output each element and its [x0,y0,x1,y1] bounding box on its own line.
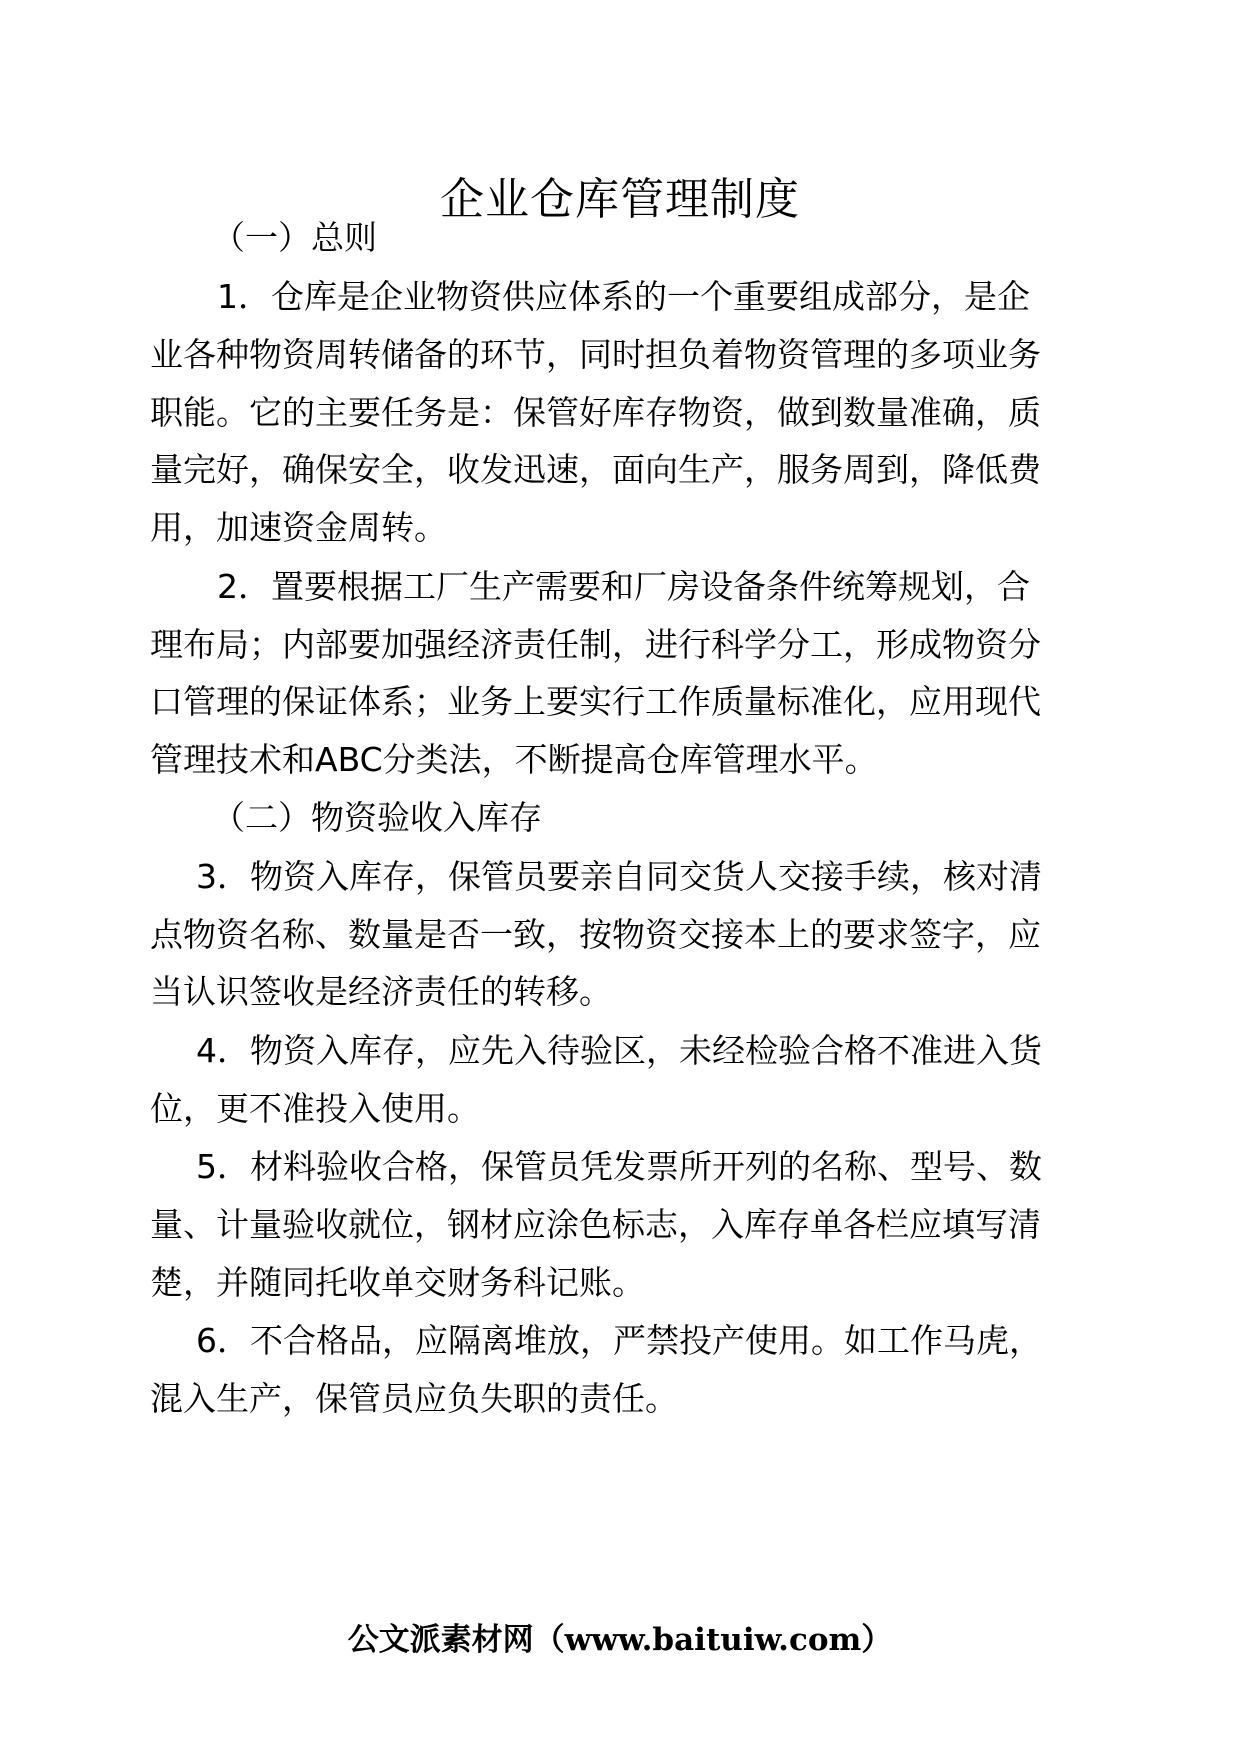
paragraph-line: 职能。它的主要任务是：保管好库存物资，做到数量准确，质 [150,393,1041,432]
paragraph-line: 管理技术和ABC分类法，不断提高仓库管理水平。 [150,740,878,779]
paragraph-line: 理布局；内部要加强经济责任制，进行科学分工，形成物资分 [150,625,1041,664]
paragraph-line: 位，更不准投入使用。 [150,1089,480,1128]
paragraph-line: 业各种物资周转储备的环节，同时担负着物资管理的多项业务 [150,335,1041,374]
document-title: 企业仓库管理制度 [440,174,800,225]
paragraph-line: 混入生产，保管员应负失职的责任。 [150,1379,678,1418]
footer-source: 公文派素材网（www.baituiw.com） [347,1622,893,1658]
paragraph-line: 量完好，确保安全，收发迅速，面向生产，服务周到，降低费 [150,450,1041,489]
paragraph-line: 量、计量验收就位，钢材应涂色标志，入库存单各栏应填写清 [150,1205,1041,1244]
paragraph-line: 当认识签收是经济责任的转移。 [150,972,612,1011]
paragraph-line: 5．材料验收合格，保管员凭发票所开列的名称、型号、数 [196,1147,1042,1186]
paragraph-line: 4．物资入库存，应先入待验区，未经检验合格不准进入货 [196,1031,1042,1070]
paragraph-line: 3．物资入库存，保管员要亲自同交货人交接手续，核对清 [196,857,1042,896]
section-heading-general: （一）总则 [212,218,377,257]
paragraph-line: 口管理的保证体系；业务上要实行工作质量标准化，应用现代 [150,682,1041,721]
paragraph-line: 点物资名称、数量是否一致，按物资交接本上的要求签字，应 [150,915,1041,954]
paragraph-line: 用，加速资金周转。 [150,508,447,547]
paragraph-line: 2．置要根据工厂生产需要和厂房设备条件统筹规划，合 [217,567,1030,606]
paragraph-line: 6．不合格品，应隔离堆放，严禁投产使用。如工作马虎， [196,1321,1042,1360]
paragraph-line: 楚，并随同托收单交财务科记账。 [150,1263,645,1302]
section-heading-receiving: （二）物资验收入库存 [212,798,542,837]
paragraph-line: 1．仓库是企业物资供应体系的一个重要组成部分，是企 [217,277,1030,316]
